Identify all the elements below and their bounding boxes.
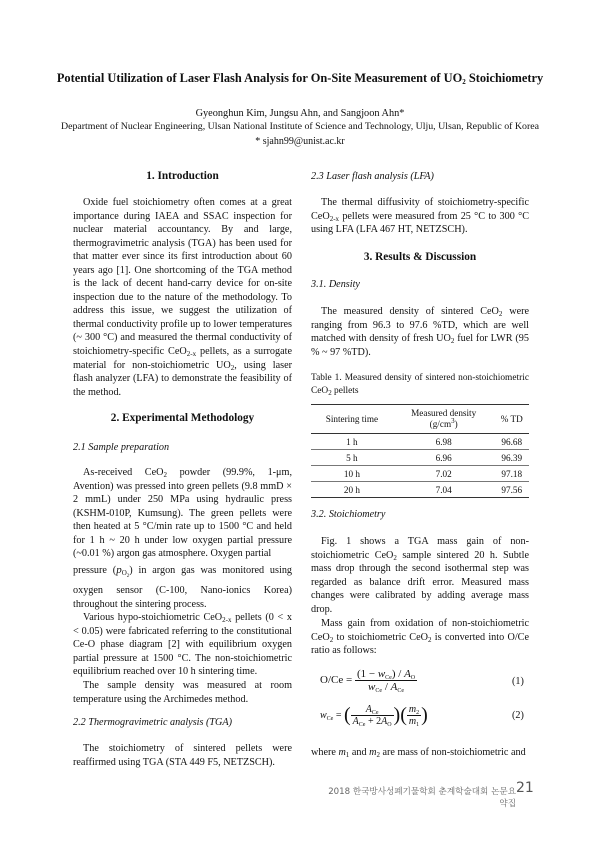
- subsection-density: 3.1. Density: [311, 279, 360, 290]
- table-cell: 97.18: [501, 468, 523, 479]
- oxygen-pressure-line: pressure $(p_{O_2})$ in argon gas was monitored using: [73, 564, 293, 579]
- mass-definition-line: where $m_1$ and $m_2$ are mass of non-stoichiometric and: [311, 747, 526, 759]
- table-caption: Table 1. Measured density of sintered non-stoichiometric CeO$_2$ pellets: [311, 373, 529, 397]
- sample-preparation-paragraph: As-received CeO$_2$ powder (99.9%, 1-μm, Avention) was pressed into green pellets (9.8 mmD × 2 mmL) under 250 MPa using hydraulic press (KSHM-010P, Kumsung). The green pellets were then heated at 5 °C/min rate up to 1500 °C and held for 1 h ~ 20 h under low oxygen partial pressure (~0.01 %) argon gas atmosphere. Oxygen partial: [73, 467, 292, 560]
- table-cell: 96.39: [501, 452, 523, 463]
- density-table: [311, 404, 529, 498]
- lfa-paragraph: The thermal diffusivity of stoichiometry-specific CeO$_{2-x}$ pellets were measured from 25 °C to 300 °C using LFA (LFA 467 HT, NETZSCH).: [311, 197, 529, 236]
- subsection-tga: 2.2 Thermogravimetric analysis (TGA): [73, 717, 233, 728]
- table-cell: 96.68: [501, 436, 523, 447]
- section-methodology-heading: 2. Experimental Methodology: [110, 412, 255, 424]
- table-cell: 97.56: [501, 484, 523, 495]
- stoichiometry-paragraph: Fig. 1 shows a TGA mass gain of non-stoichiometric CeO$_2$ sample sintered 20 h. Subtle mass drop through the second isothermal step was regarded as balance drift error. Measured mass changes were calibrated by adding average mass drop.: [311, 536, 529, 615]
- table-cell: 20 h: [343, 484, 360, 495]
- subsection-stoichiometry: 3.2. Stoichiometry: [311, 509, 386, 520]
- density-method-paragraph: The sample density was measured at room temperature using the Archimedes method.: [73, 680, 292, 705]
- table-row: [311, 466, 529, 482]
- equation-2: $w_{Ce}$ = ( $\frac{A_{Ce}}{A_{Ce} + 2A_O}$ )( $\frac{m_2}{m_1}$ ): [320, 704, 428, 728]
- table-row: [311, 482, 529, 498]
- table-cell: 10 h: [343, 468, 360, 479]
- paper-title: Potential Utilization of Laser Flash Analysis for On-Site Measurement of $UO_2$ Stoichiometry: [56, 71, 544, 86]
- conversion-paragraph: Mass gain from oxidation of non-stoichiometric CeO$_2$ to stoichiometric CeO$_2$ is converted into O/Ce ratio as follows:: [311, 618, 530, 657]
- table-row: [311, 450, 529, 466]
- page-number: 21: [516, 780, 534, 796]
- hypo-stoichiometric-paragraph: Various hypo-stoichiometric CeO$_{2-x}$ pellets (0 < x < 0.05) were fabricated referring to the constitutional Ce-O phase diagram [2] with equilibrium oxygen partial pressure at 1500 °C. The non-stoichiometric equilibrium reached over 10 h sintering time.: [73, 612, 292, 678]
- section-results-heading: 3. Results & Discussion: [363, 251, 477, 263]
- proceedings-footer: 2018 한국방사성폐기물학회 춘계학술대회 논문요약집: [328, 787, 516, 809]
- introduction-paragraph: Oxide fuel stoichiometry often comes at a great importance during IAEA and SSAC inspection for nuclear material accountancy. By and large, thermogravimetric analysis (TGA) has been used for that matter ever since its first introduction about 60 years ago [1]. One shortcoming of the TGA method is the lack of decent hand-carry device for on-site inspection due to the nature of the methodology. To address this issue, we suggest the utilization of thermal conductivity profile up to lower temperatures (~ 300 °C) and measured the thermal conductivity of stoichiometry-specific CeO$_{2-x}$ pellets, as a surrogate material for non-stoichiometric $UO_2$, using laser flash analyzer (LFA) to demonstrate the feasibility of the method.: [73, 197, 293, 398]
- table-cell: 7.04: [435, 484, 452, 495]
- oxygen-sensor-paragraph: oxygen sensor (C-100, Nano-ionics Korea) throughout the sintering process.: [73, 585, 292, 610]
- table-header-sintering-time: Sintering time: [325, 413, 379, 424]
- table-header-density: Measured density $(g/cm^3)$: [411, 408, 477, 429]
- table-cell: 6.98: [435, 436, 452, 447]
- paper-authors: Gyeonghun Kim, Jungsu Ahn, and Sangjoon Ahn*: [195, 108, 405, 119]
- paper-affiliation: Department of Nuclear Engineering, Ulsan National Institute of Science and Technology, Ulju, Ulsan, Republic of Korea: [60, 121, 540, 132]
- table-header-td: % TD: [500, 413, 523, 424]
- table-header-row: [311, 405, 529, 434]
- equation-1-number: (1): [512, 676, 524, 687]
- section-introduction-heading: 1. Introduction: [146, 170, 219, 182]
- table-cell: 7.02: [435, 468, 452, 479]
- table-cell: 5 h: [346, 452, 358, 463]
- table-row: [311, 434, 529, 450]
- table-cell: 1 h: [346, 436, 358, 447]
- corresponding-email: * sjahn99@unist.ac.kr: [255, 136, 345, 147]
- density-results-paragraph: The measured density of sintered CeO$_2$ were ranging from 96.3 to 97.6 %TD, which are well matched with density of fresh $UO_2$ fuel for LWR (95 % ~ 97 %TD).: [311, 306, 529, 358]
- equation-1: O/Ce = $\frac{(1 - w_{Ce}) / A_O}{w_{Ce} / A_{Ce}}$: [320, 668, 416, 694]
- subsection-lfa: 2.3 Laser flash analysis (LFA): [311, 171, 434, 182]
- density-table-wrapper: [311, 404, 529, 498]
- table-cell: 6.96: [435, 452, 452, 463]
- subsection-sample-preparation: 2.1 Sample preparation: [73, 442, 170, 453]
- tga-paragraph: The stoichiometry of sintered pellets were reaffirmed using TGA (STA 449 F5, NETZSCH).: [73, 743, 292, 768]
- equation-2-number: (2): [512, 710, 524, 721]
